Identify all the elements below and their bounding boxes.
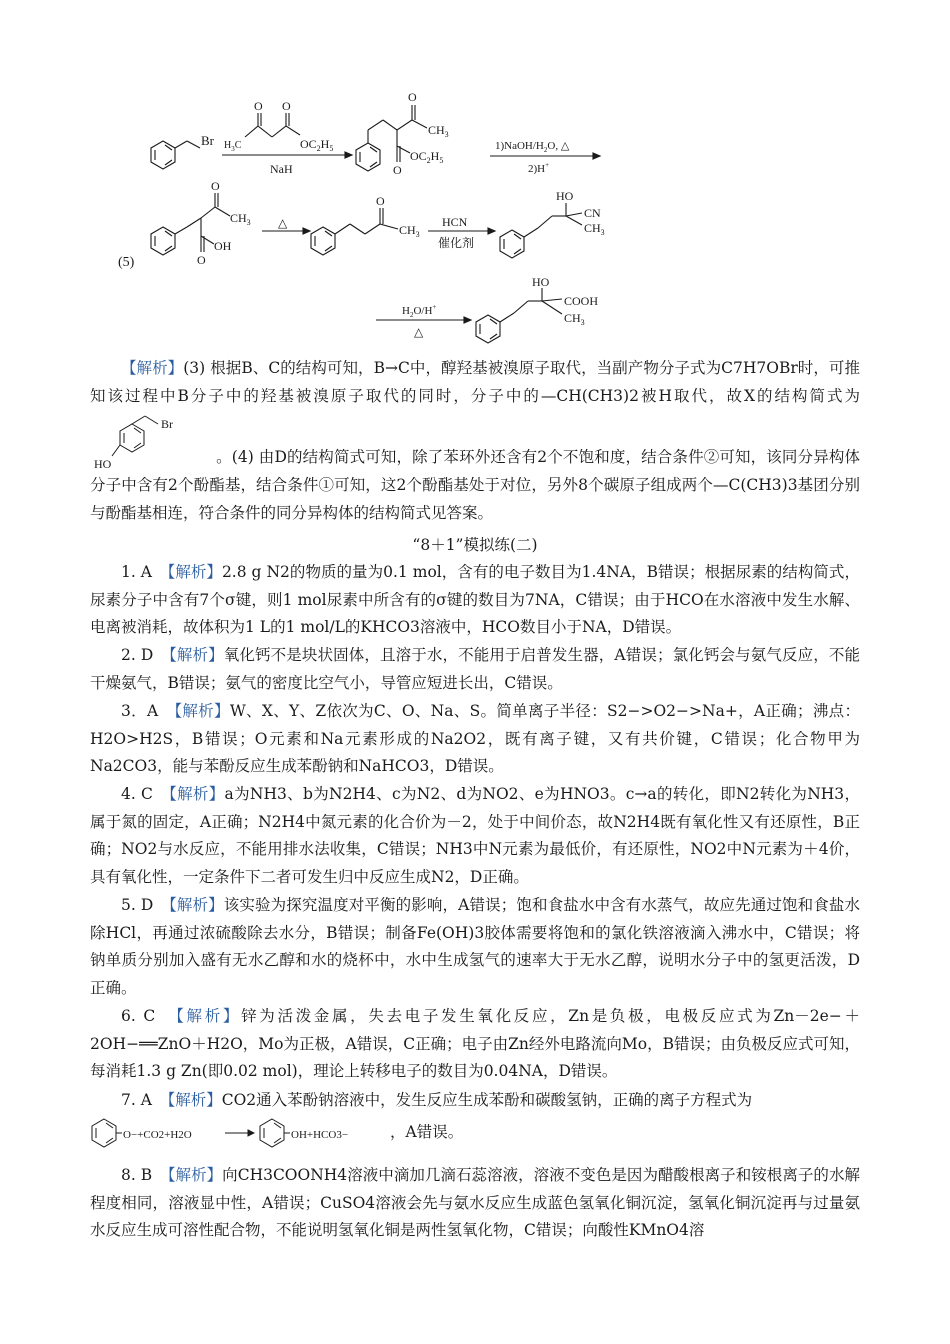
atom-o: O: [376, 194, 385, 208]
equation-right: OH+HCO3−: [291, 1128, 349, 1141]
analysis-tag: 【解析】: [169, 646, 224, 664]
atom-ho: HO: [532, 275, 550, 289]
x-structure-4-hydroxybenzyl-bromide: [94, 410, 212, 472]
answer-text: 氧化钙不是块状固体，且溶于水，不能用于启普发生器，A错误；氯化钙会与氨气反应，不能干燥氨气，B错误；氨气的密度比空气小，导管应短进长出，C错误。: [90, 646, 860, 692]
atom-o: O: [408, 90, 417, 104]
atom-ch3: $CH_3$: [584, 221, 605, 237]
analysis-tag: 【解析】: [174, 702, 230, 720]
answer-number: 5. D: [121, 896, 154, 914]
answer-number: 8. B: [121, 1166, 153, 1184]
atom-cn: CN: [584, 206, 601, 220]
atom-cooh: COOH: [564, 294, 599, 308]
cyanohydrin-structure: [500, 203, 582, 258]
section-title: “8＋1”模拟练(二): [412, 536, 538, 554]
analysis-tag: 【解析】: [167, 1166, 223, 1184]
atom-ho: HO: [556, 189, 574, 203]
answer-text: W、X、Y、Z依次为C、O、Na、S。简单离子半径：S2−>O2−>Na+，A正确；沸点：H2O>H2S，B错误；O元素和Na元素形成的Na2O2，既有离子键，又有共价键，C错误；化合物甲为Na2CO3，能与苯酚反应生成苯酚钠和NaHCO3，D错误。: [90, 702, 860, 775]
atom-o: O: [211, 179, 220, 193]
reagent-3-top: △: [278, 216, 288, 230]
answer-number: 6. C: [121, 1007, 156, 1025]
ionic-equation: [90, 1115, 390, 1149]
atom-o: O: [254, 99, 263, 113]
atom-ch3: $CH_3$: [230, 211, 251, 227]
answer-8: [90, 1162, 860, 1245]
atom-oc2h5: $OC_2H_5$: [410, 149, 444, 165]
answer-number: 2. D: [121, 646, 154, 664]
analysis-tag: 【解析】: [176, 1007, 242, 1025]
answer-6: [90, 1003, 860, 1086]
atom-oh: OH: [214, 239, 232, 253]
atom-o: O: [393, 163, 402, 177]
answer-2: [90, 642, 860, 697]
reagent-5-top: $H_2O/H^+$: [402, 303, 437, 319]
reagent-2-bottom: 2)H+: [528, 161, 550, 175]
answer-number: 3．A: [121, 702, 159, 720]
answer-text: CO2通入苯酚钠溶液中，发生反应生成苯酚和碳酸氢钠，正确的离子方程式为: [221, 1091, 753, 1109]
atom-br: Br: [201, 133, 214, 148]
answer-text-after: ，A错误。: [390, 1122, 464, 1141]
reagent-5-bottom: △: [414, 325, 424, 339]
equation-left: O−+CO2+H2O: [123, 1128, 192, 1141]
label-5: (5): [118, 255, 135, 270]
analysis-tag: 【解析】: [167, 1091, 222, 1109]
analysis-paragraph-3-4: [90, 355, 860, 527]
benzyl-bromide-structure: [151, 141, 200, 169]
reaction-scheme: [0, 0, 950, 345]
atom-h3c: $H_3C$: [224, 140, 242, 153]
answer-4: [90, 781, 860, 891]
hydroxy-acid-structure: [476, 288, 562, 343]
atom-br: Br: [161, 417, 173, 431]
reagent-nah: NaH: [270, 162, 293, 176]
answer-text: 向CH3COONH4溶液中滴加几滴石蕊溶液，溶液不变色是因为醋酸根离子和铵根离子的水解程度相同，溶液显中性，A错误；CuSO4溶液会先与氨水反应生成蓝色氢氧化铜沉淀，氢氧化铜沉淀再与过量氨水反应生成可溶性配合物，不能说明氢氧化铜是两性氢氧化物，C错误；向酸性KMnO4溶: [90, 1166, 860, 1239]
analysis-tag: 【解析】: [167, 563, 222, 581]
atom-ch3: $CH_3$: [564, 311, 585, 327]
phenylbutanone-structure: [311, 208, 398, 255]
answer-text: 2.8 g N2的物质的量为0.1 mol，含有的电子数目为1.4NA，B错误；根据尿素的结构简式，尿素分子中含有7个σ键，则1 mol尿素中所含有的σ键的数目为7NA，C错误；由于HCO在水溶液中发生水解、电离被消耗，故体积为1 L的1 mol/L的KHCO3溶液中，HCO数目小于NA，D错误。: [90, 563, 860, 636]
reagent-2-top: $1)NaOH/H_2O$, △: [495, 140, 570, 154]
acetoacetate-structure: [245, 113, 300, 137]
analysis-text-after: 。(4) 由D的结构简式可知，除了苯环外还含有2个不饱和度，结合条件②可知，该同分异构体分子中含有2个酚酯基，结合条件①可知，这2个酚酯基处于对位，另外8个碳原子组成两个—C(CH3)3基团分别与酚酯基相连，符合条件的同分异构体的结构简式见答案。: [90, 448, 860, 522]
analysis-tag: 【解析】: [169, 785, 225, 803]
analysis-tag: 【解析】: [121, 359, 184, 377]
atom-ho: HO: [94, 457, 112, 471]
answer-text: a为NH3、b为N2H4、c为N2、d为NO2、e为HNO3。c→a的转化，即N2转化为NH3，属于氮的固定，A正确；N2H4中氮元素的化合价为－2，处于中间价态，故N2H4既有氧化性又有还原性，B正确；NO2与水反应，不能用排水法收集，C错误；NH3中N元素为最低价，有还原性，NO2中N元素为＋4价，具有氧化性，一定条件下二者可发生归中反应生成N2，D正确。: [90, 785, 860, 886]
answer-1: [90, 559, 860, 642]
atom-ch3: $CH_3$: [428, 123, 449, 139]
answer-5: [90, 892, 860, 1002]
answer-number: 7. A: [121, 1091, 152, 1109]
answer-number: 4. C: [121, 785, 153, 803]
atom-oc2h5: $OC_2H_5$: [300, 137, 334, 153]
answer-7: [90, 1087, 860, 1149]
reagent-4-bottom: 催化剂: [438, 236, 475, 250]
atom-o: O: [197, 253, 206, 267]
answer-3: [90, 698, 860, 781]
reagent-4-top: HCN: [442, 215, 468, 229]
analysis-text: (3) 根据B、C的结构可知，B→C中，醇羟基被溴原子取代，当副产物分子式为C7H7OBr时，可推知该过程中B分子中的羟基被溴原子取代的同时，分子中的—CH(CH3)2被H取代，故X的结构简式为: [90, 359, 861, 405]
answer-number: 1. A: [121, 563, 152, 581]
analysis-tag: 【解析】: [169, 896, 224, 914]
atom-ch3: $CH_3$: [399, 223, 420, 239]
answer-text: 该实验为探究温度对平衡的影响，A错误；饱和食盐水中含有水蒸气，故应先通过饱和食盐水除HCl，再通过浓硫酸除去水分，B错误；制备Fe(OH)3胶体需要将饱和的氯化铁溶液滴入沸水中，C错误；将钠单质分别加入盛有无水乙醇和水的烧杯中，水中生成氢气的速率大于无水乙醇，说明水分子中的氢更活泼，D正确。: [90, 896, 860, 997]
atom-o: O: [282, 99, 291, 113]
answer-text: 锌为活泼金属，失去电子发生氧化反应，Zn是负极，电极反应式为Zn－2e−＋2OH−══ZnO＋H2O，Mo为正极，A错误，C正确；电子由Zn经外电路流向Mo，B错误；由负极反应式可知，每消耗1.3 g Zn(即0.02 mol)，理论上转移电子的数目为0.04NA，D错误。: [90, 1007, 860, 1080]
